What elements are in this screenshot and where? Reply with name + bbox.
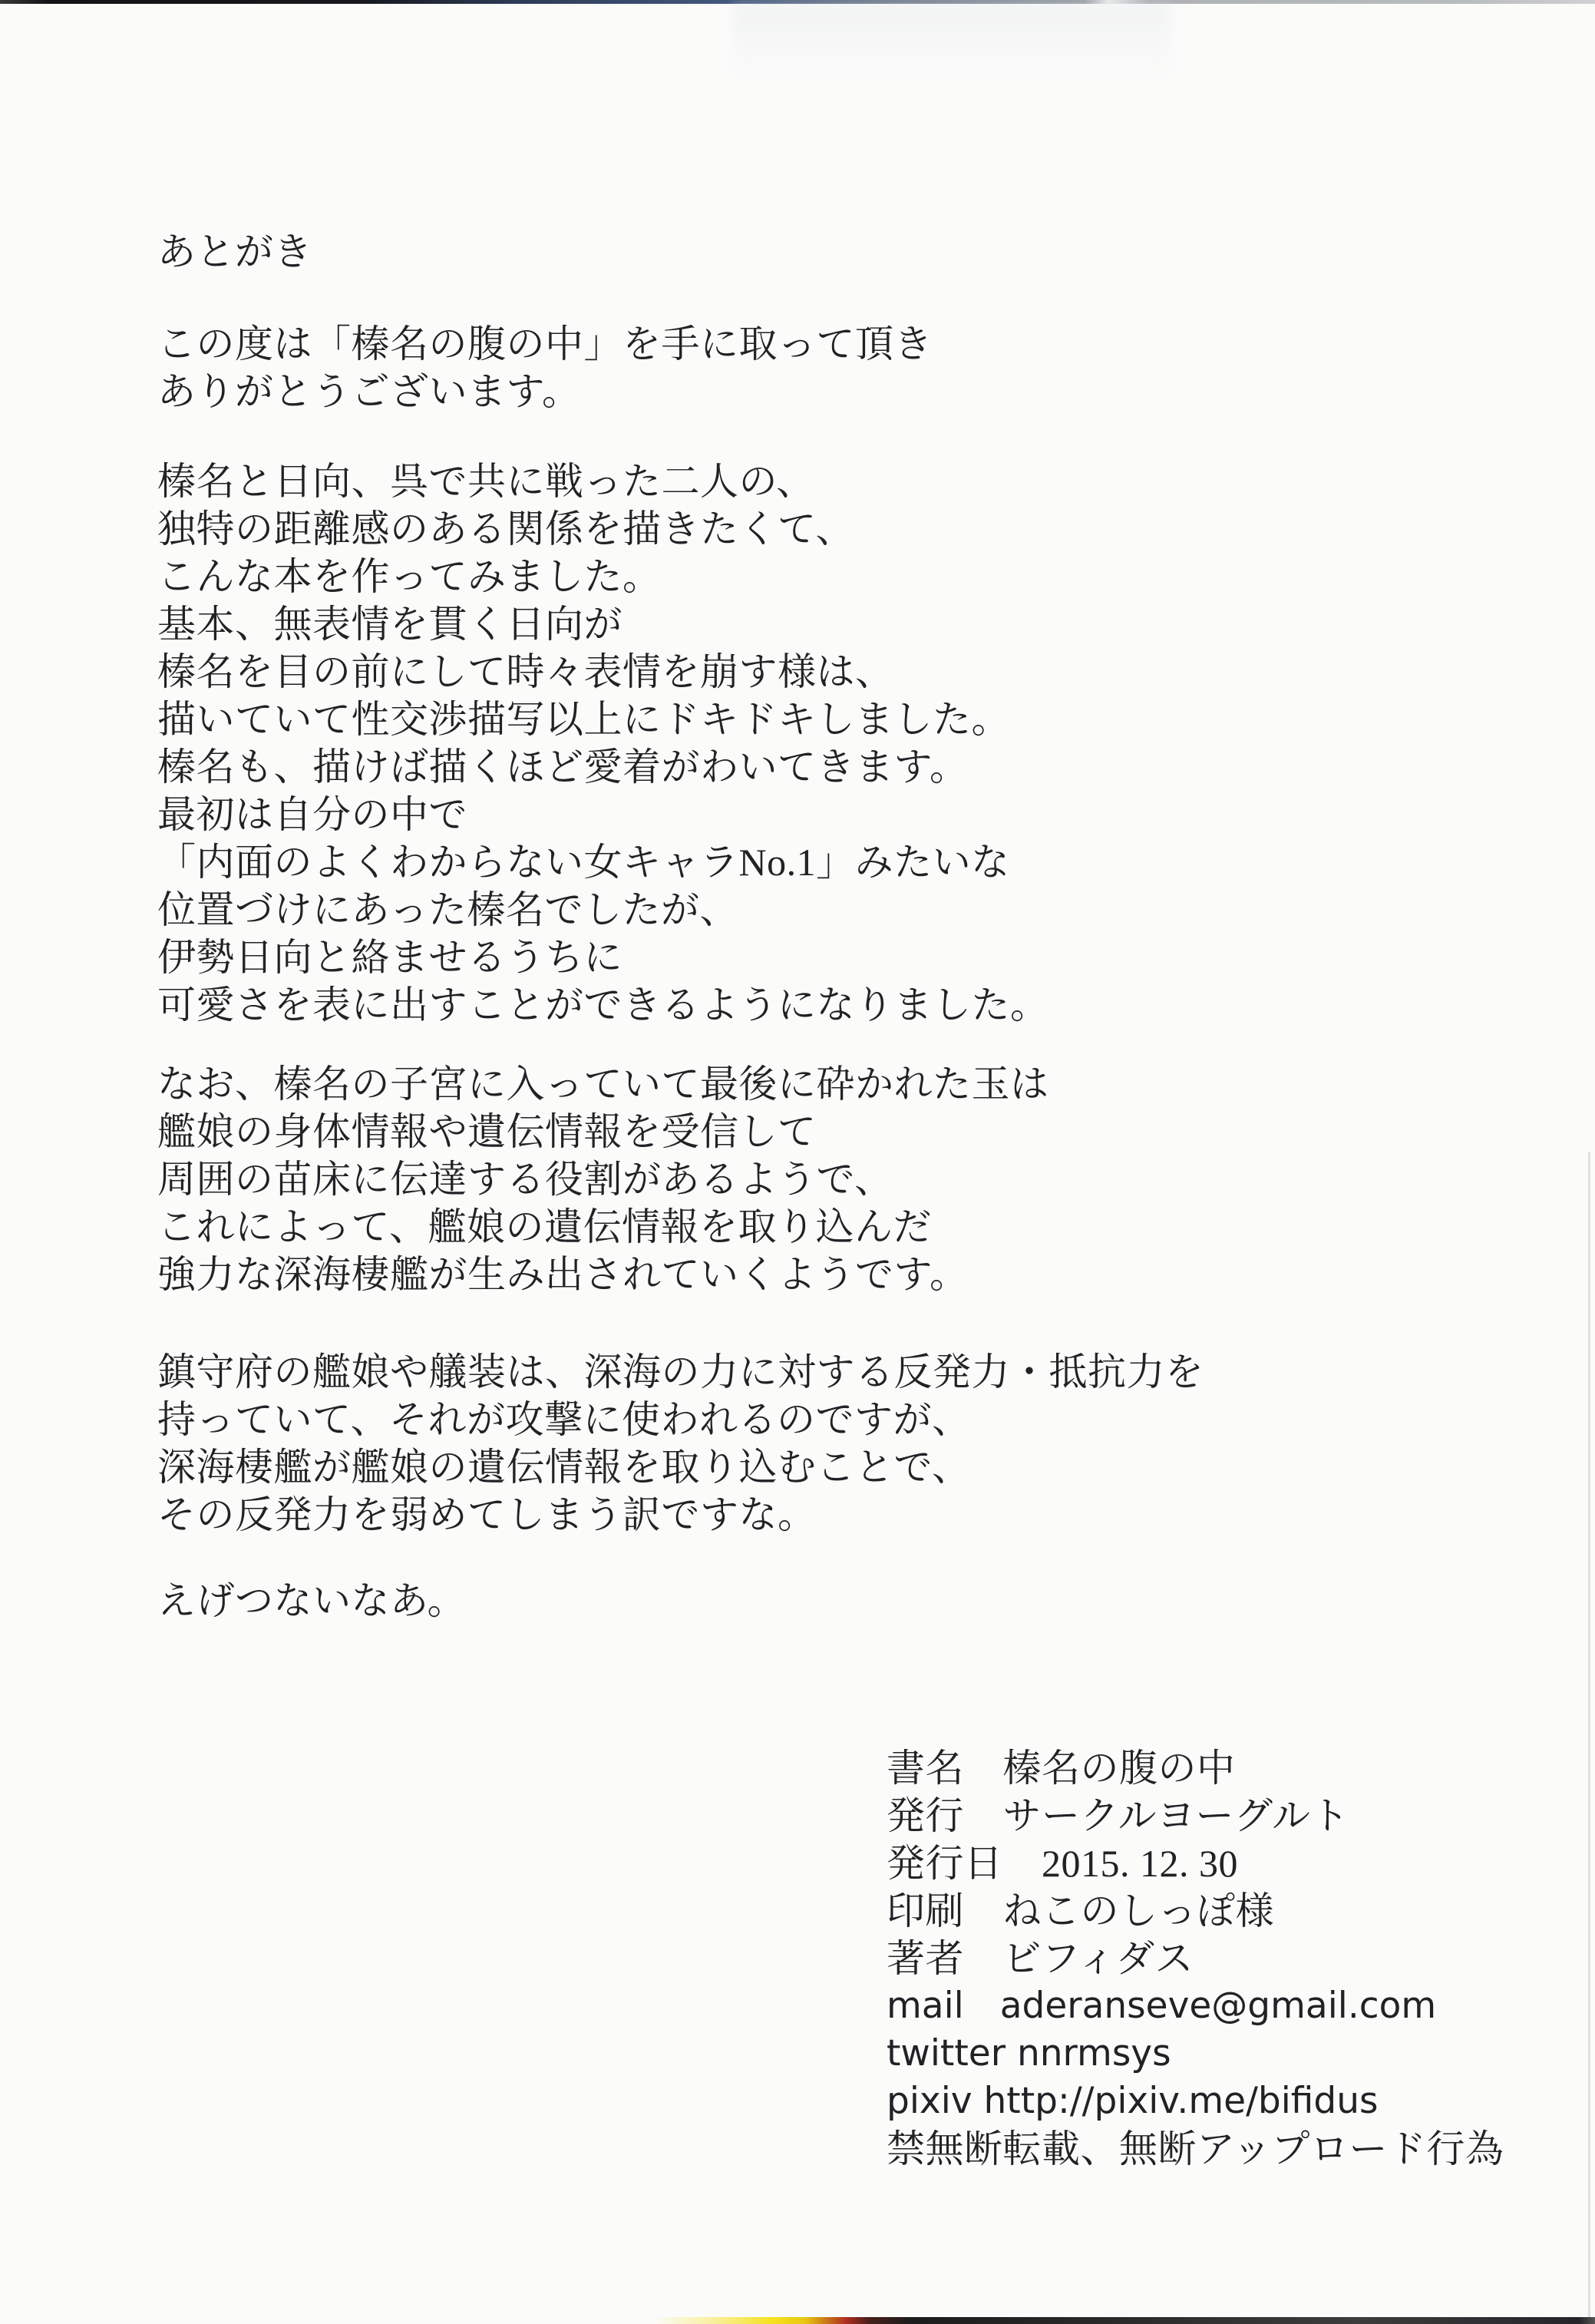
text-line: ありがとうございます。 <box>157 370 581 413</box>
text-line: 深海棲艦が艦娘の遺伝情報を取り込むことで、 <box>157 1446 971 1489</box>
text-line: これによって、艦娘の遺伝情報を取り込んだ <box>157 1205 932 1248</box>
text-line: 基本、無表情を貫く日向が <box>157 603 622 646</box>
colophon-block <box>887 1744 1504 2173</box>
text-line: 伊勢日向と絡ませるうちに <box>157 936 622 979</box>
scan-artifact-right-edge <box>1588 1152 1590 2319</box>
text-line: 艦娘の身体情報や遺伝情報を受信して <box>157 1110 817 1153</box>
text-line: 強力な深海棲艦が生み出されていくようです。 <box>157 1253 969 1296</box>
text-line: その反発力を弱めてしまう訳ですな。 <box>157 1493 817 1536</box>
text-line: 持っていて、それが攻撃に使われるのですが、 <box>157 1398 971 1441</box>
afterword-paragraph-lore-orb <box>157 1060 1049 1298</box>
text-line: twitter nnrmsys <box>887 2032 1171 2074</box>
text-line: 可愛さを表に出すことができるようになりました。 <box>157 983 1049 1026</box>
text-line: mail aderanseve@gmail.com <box>887 1985 1437 2027</box>
text-line: 印刷 ねこのしっぽ様 <box>887 1889 1274 1932</box>
text-line: 独特の距離感のある関係を描きたくて、 <box>157 507 854 550</box>
scan-artifact-shading <box>733 3 1171 80</box>
text-line: 発行日 2015. 12. 30 <box>887 1842 1238 1885</box>
text-line: 位置づけにあった榛名でしたが、 <box>157 888 738 931</box>
text-line: えげつないなあ。 <box>157 1579 466 1622</box>
text-line: 榛名を目の前にして時々表情を崩す様は、 <box>157 650 894 693</box>
afterword-heading: あとがき <box>157 230 312 273</box>
text-line: この度は「榛名の腹の中」を手に取って頂き <box>157 322 933 365</box>
afterword-paragraph-making-of <box>157 458 1049 1029</box>
afterword-paragraph-lore-resistance <box>157 1348 1204 1539</box>
afterword-paragraph-remark <box>157 1577 466 1625</box>
text-line: 最初は自分の中で <box>157 793 467 836</box>
text-line: こんな本を作ってみました。 <box>157 555 662 598</box>
text-line: 著者 ビフィダス <box>887 1937 1194 1980</box>
afterword-paragraph-thanks <box>157 320 933 415</box>
text-line: なお、榛名の子宮に入っていて最後に砕かれた玉は <box>157 1063 1049 1106</box>
text-line: 周囲の苗床に伝達する役割があるようで、 <box>157 1158 893 1201</box>
text-line: 描いていて性交渉描写以上にドキドキしました。 <box>157 698 1010 741</box>
text-line: 「内面のよくわからない女キャラNo.1」みたいな <box>157 841 1010 884</box>
text-line: 書名 榛名の腹の中 <box>887 1747 1236 1790</box>
text-line: 発行 サークルヨーグルト <box>887 1794 1349 1837</box>
text-line: 鎮守府の艦娘や艤装は、深海の力に対する反発力・抵抗力を <box>157 1350 1204 1393</box>
text-line: pixiv http://pixiv.me/bifidus <box>887 2080 1379 2122</box>
scan-artifact-bottom-edge <box>0 2317 1595 2324</box>
text-line: 榛名と日向、呉で共に戦った二人の、 <box>157 460 815 503</box>
text-line: 禁無断転載、無断アップロード行為 <box>887 2127 1504 2170</box>
text-line: 榛名も、描けば描くほど愛着がわいてきます。 <box>157 745 969 788</box>
